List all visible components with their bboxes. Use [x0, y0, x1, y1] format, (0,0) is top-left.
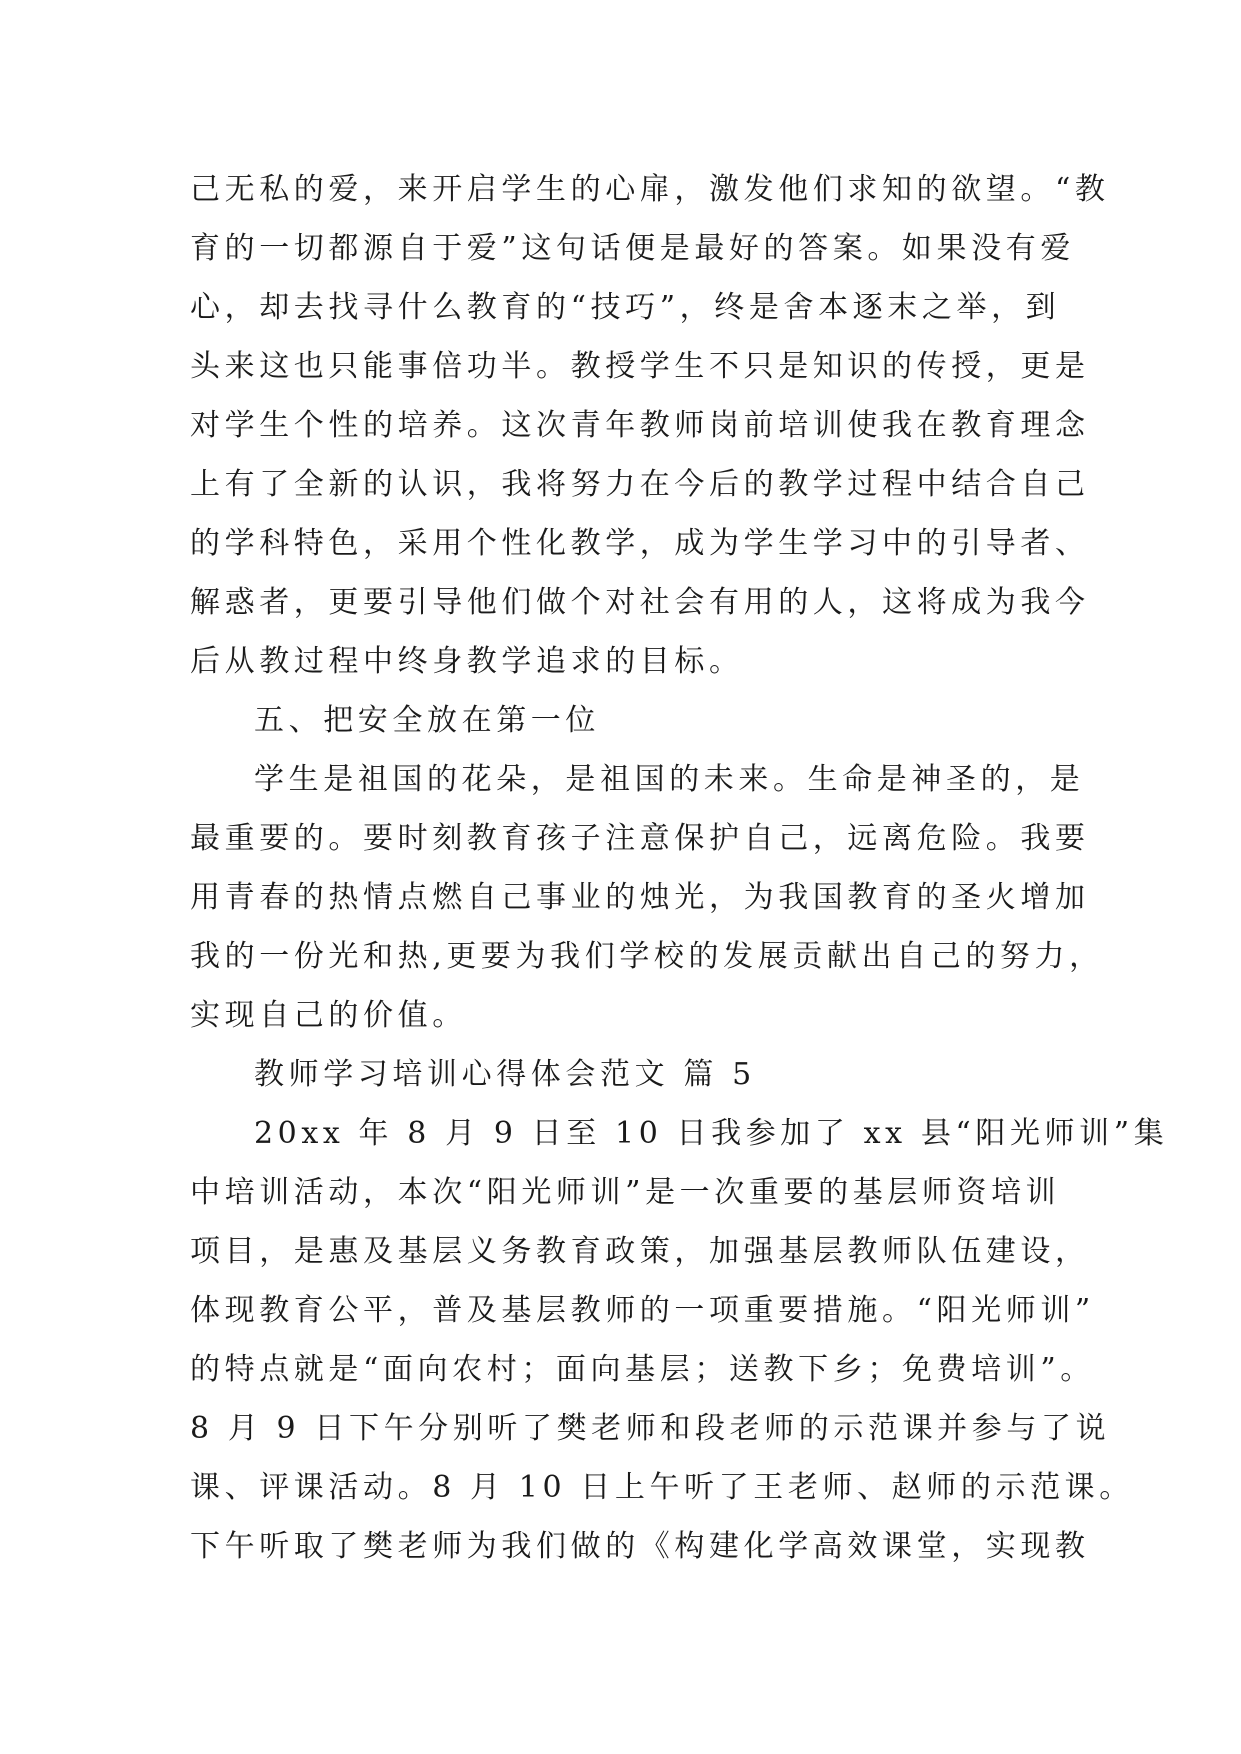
paragraph-line: 学生是祖国的花朵，是祖国的未来。生命是神圣的，是: [254, 762, 1085, 797]
paragraph-line: 的特点就是“面向农村；面向基层；送教下乡；免费培训”。: [190, 1352, 1095, 1387]
paragraph-line: 对学生个性的培养。这次青年教师岗前培训使我在教育理念: [190, 408, 1090, 443]
paragraph-line: 育的一切都源自于爱”这句话便是最好的答案。如果没有爱: [190, 231, 1075, 266]
paragraph-line: 头来这也只能事倍功半。教授学生不只是知识的传授，更是: [190, 349, 1090, 384]
paragraph-line: 课、评课活动。8 月 10 日上午听了王老师、赵师的示范课。: [190, 1470, 1134, 1505]
paragraph-line: 的学科特色，采用个性化教学，成为学生学习中的引导者、: [190, 526, 1090, 561]
paragraph-line: 后从教过程中终身教学追求的目标。: [190, 644, 744, 679]
paragraph-line: 8 月 9 日下午分别听了樊老师和段老师的示范课并参与了说: [190, 1411, 1111, 1446]
paragraph-line: 我的一份光和热,更要为我们学校的发展贡献出自己的努力，: [190, 939, 1104, 974]
paragraph-line: 最重要的。要时刻教育孩子注意保护自己，远离危险。我要: [190, 821, 1090, 856]
paragraph-line: 中培训活动，本次“阳光师训”是一次重要的基层师资培训: [190, 1175, 1061, 1210]
paragraph-line: 心，却去找寻什么教育的“技巧”，终是舍本逐末之举，到: [190, 290, 1061, 325]
paragraph-line: 用青春的热情点燃自己事业的烛光，为我国教育的圣火增加: [190, 880, 1090, 915]
paragraph-line: 项目，是惠及基层义务教育政策，加强基层教师队伍建设，: [190, 1234, 1090, 1269]
paragraph-line: 下午听取了樊老师为我们做的《构建化学高效课堂，实现教: [190, 1529, 1090, 1564]
paragraph-line: 实现自己的价值。: [190, 998, 467, 1033]
document-body: [190, 160, 1169, 1576]
section-heading: 五、把安全放在第一位: [254, 703, 600, 738]
paragraph-line: 体现教育公平，普及基层教师的一项重要措施。“阳光师训”: [190, 1293, 1095, 1328]
paragraph-line: 解惑者，更要引导他们做个对社会有用的人，这将成为我今: [190, 585, 1090, 620]
paragraph-line: 己无私的爱，来开启学生的心扉，激发他们求知的欲望。“教: [190, 172, 1110, 207]
article-title: 教师学习培训心得体会范文 篇 5: [254, 1057, 756, 1092]
paragraph-line: 上有了全新的认识，我将努力在今后的教学过程中结合自己: [190, 467, 1090, 502]
paragraph-line: 20xx 年 8 月 9 日至 10 日我参加了 xx 县“阳光师训”集: [254, 1116, 1169, 1151]
